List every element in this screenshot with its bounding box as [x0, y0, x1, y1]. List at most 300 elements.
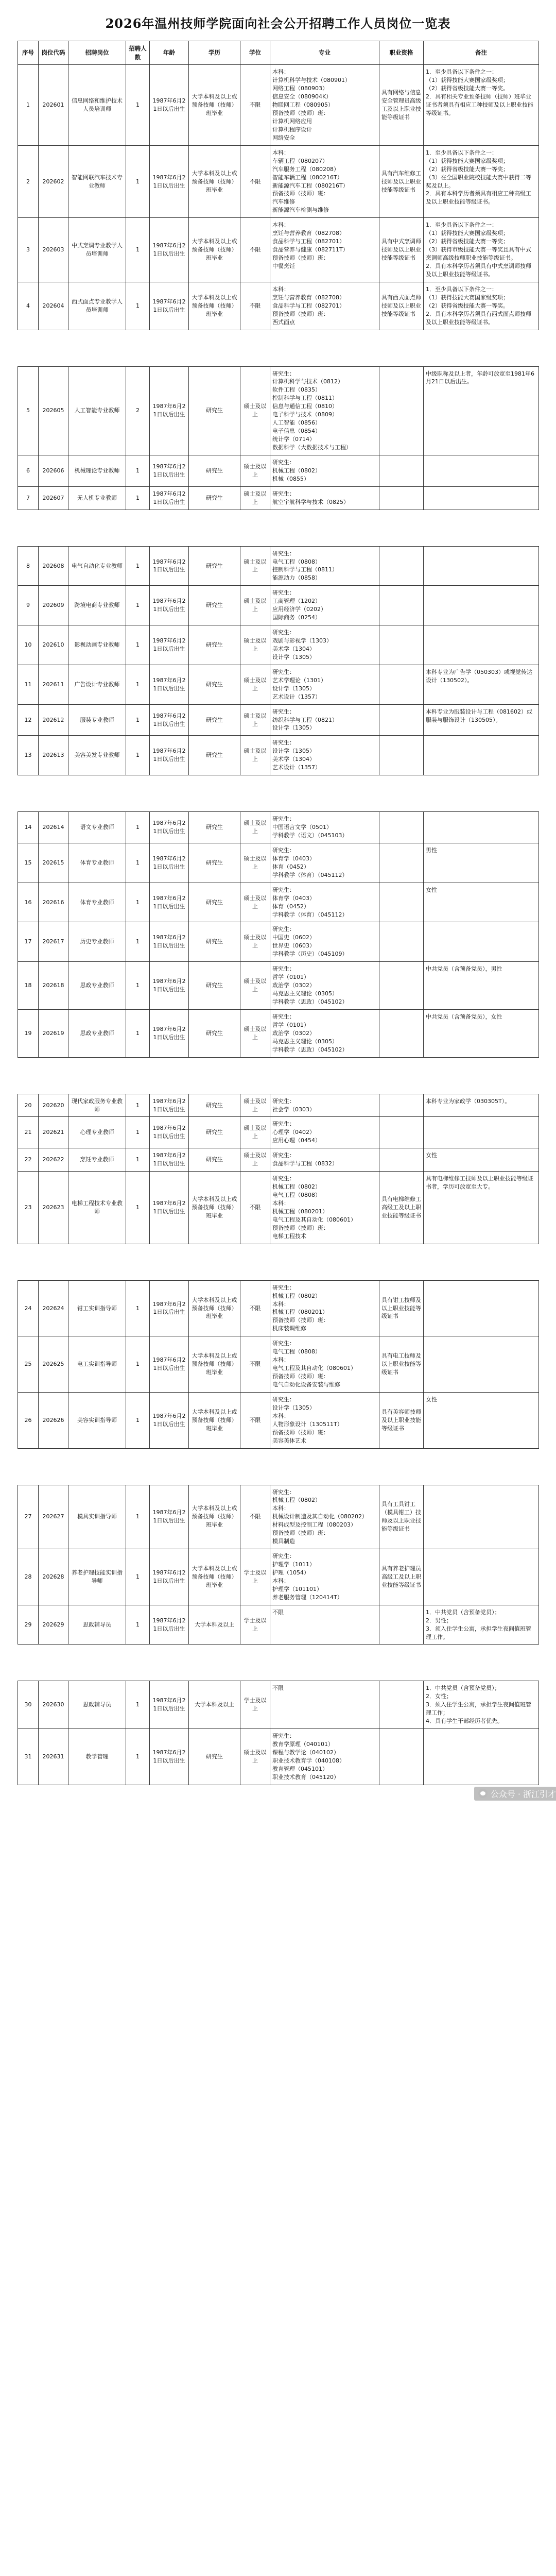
cell-degree: 不限 — [240, 1172, 270, 1244]
cell-major: 研究生： 哲学（0101） 政治学（0302） 马克思主义理论（0305） 学科教学（思政）（045102） — [270, 1009, 379, 1057]
cell-no: 10 — [18, 625, 39, 665]
table-row — [18, 455, 539, 486]
cell-edu: 大学本科及以上或预备技师（技师）班毕业 — [189, 1549, 240, 1605]
cell-cert: 具有网络与信息安全管理员高级工及以上职业技能等级证书 — [379, 65, 424, 145]
cell-no: 27 — [18, 1485, 39, 1549]
cell-edu: 研究生 — [189, 736, 240, 775]
cell-age: 1987年6月21日以后出生 — [150, 736, 189, 775]
cell-code: 202611 — [39, 665, 68, 704]
cell-edu: 研究生 — [189, 843, 240, 883]
cell-edu: 研究生 — [189, 962, 240, 1010]
cell-cert: 具有中式烹调师技师及以上职业技能等级证书 — [379, 218, 424, 282]
cell-no: 16 — [18, 883, 39, 922]
header-edu: 学历 — [189, 41, 240, 65]
table-row — [18, 812, 539, 843]
cell-degree: 硕士及以上 — [240, 962, 270, 1010]
table-row — [18, 843, 539, 883]
cell-count: 2 — [126, 366, 150, 455]
cell-post: 美容实训指导师 — [68, 1392, 126, 1448]
cell-no: 2 — [18, 145, 39, 218]
table-row — [18, 1148, 539, 1172]
cell-code: 202617 — [39, 922, 68, 962]
table-row — [18, 65, 539, 145]
table-row — [18, 922, 539, 962]
cell-code: 202628 — [39, 1549, 68, 1605]
cell-edu: 研究生 — [189, 625, 240, 665]
table-row — [18, 1280, 539, 1336]
table-row — [18, 1729, 539, 1785]
cell-count: 1 — [126, 1094, 150, 1117]
cell-code: 202605 — [39, 366, 68, 455]
cell-major: 研究生： 艺术学理论（1301） 设计学（1305） 艺术设计（1357） — [270, 665, 379, 704]
header-count: 招聘人数 — [126, 41, 150, 65]
table-row — [18, 1094, 539, 1117]
cell-degree: 硕士及以上 — [240, 455, 270, 486]
cell-code: 202602 — [39, 145, 68, 218]
cell-degree: 硕士及以上 — [240, 812, 270, 843]
cell-post: 跨境电商专业教师 — [68, 586, 126, 625]
cell-no: 3 — [18, 218, 39, 282]
cell-cert: 具有西式面点师技师及以上职业技能等级证书 — [379, 282, 424, 330]
cell-major: 不限 — [270, 1681, 379, 1729]
cell-remark: 中级职称及以上者，年龄可放宽至1981年6月21日以后出生。 — [424, 366, 539, 455]
gap-cell — [18, 510, 539, 546]
cell-post: 电工实训指导师 — [68, 1336, 126, 1393]
cell-no: 11 — [18, 665, 39, 704]
cell-edu: 研究生 — [189, 883, 240, 922]
cell-remark: 本科专业为家政学（030305T）。 — [424, 1094, 539, 1117]
cell-no: 24 — [18, 1280, 39, 1336]
cell-major: 研究生： 机械工程（0802） 机械（0855） — [270, 455, 379, 486]
cell-cert: 具有钳工技师及以上职业技能等级证书 — [379, 1280, 424, 1336]
cell-cert — [379, 1094, 424, 1117]
cell-cert — [379, 962, 424, 1010]
cell-cert: 具有电工技师及以上职业技能等级证书 — [379, 1336, 424, 1393]
cell-count: 1 — [126, 1392, 150, 1448]
table-row — [18, 1485, 539, 1549]
cell-count: 1 — [126, 1117, 150, 1148]
gap-cell — [18, 1448, 539, 1485]
cell-count: 1 — [126, 586, 150, 625]
cell-degree: 学士及以上 — [240, 1605, 270, 1645]
cell-degree: 硕士及以上 — [240, 486, 270, 510]
cell-post: 电梯工程技术专业教师 — [68, 1172, 126, 1244]
cell-major: 研究生： 航空宇航科学与技术（0825） — [270, 486, 379, 510]
page-break-gap — [18, 775, 539, 812]
cell-post: 钳工实训指导师 — [68, 1280, 126, 1336]
cell-code: 202608 — [39, 546, 68, 586]
cell-age: 1987年6月21日以后出生 — [150, 546, 189, 586]
cell-code: 202609 — [39, 586, 68, 625]
cell-no: 22 — [18, 1148, 39, 1172]
cell-cert: 具有电梯维修工高级工及以上职业技能等级证书 — [379, 1172, 424, 1244]
table-row — [18, 1549, 539, 1605]
cell-code: 202610 — [39, 625, 68, 665]
table-row — [18, 1392, 539, 1448]
cell-major: 本科： 车辆工程（080207） 汽车服务工程（080208） 智能车辆工程（080216T） 新能源汽车工程（080216T） 预备技师（技师）班： 汽车维修 新能源汽车检测与维修 — [270, 145, 379, 218]
cell-remark: 女性 — [424, 883, 539, 922]
cell-edu: 研究生 — [189, 546, 240, 586]
page-break-gap — [18, 1057, 539, 1094]
table-row — [18, 366, 539, 455]
cell-remark — [424, 486, 539, 510]
cell-age: 1987年6月21日以后出生 — [150, 704, 189, 736]
cell-remark — [424, 586, 539, 625]
cell-no: 13 — [18, 736, 39, 775]
cell-no: 20 — [18, 1094, 39, 1117]
cell-major: 研究生： 电气工程（0808） 控制科学与工程（0811） 能源动力（0858） — [270, 546, 379, 586]
cell-major: 研究生： 教育学原理（040101） 课程与教学论（040102） 职业技术教育学（040108） 教育管理（045101） 职业技术教育（045120） — [270, 1729, 379, 1785]
cell-major: 研究生： 中国语言文学（0501） 学科教学（语文）（045103） — [270, 812, 379, 843]
cell-count: 1 — [126, 1729, 150, 1785]
cell-post: 模具实训指导师 — [68, 1485, 126, 1549]
wechat-icon — [478, 1789, 488, 1798]
cell-age: 1987年6月21日以后出生 — [150, 1336, 189, 1393]
cell-age: 1987年6月21日以后出生 — [150, 1392, 189, 1448]
cell-remark — [424, 1549, 539, 1605]
cell-cert — [379, 665, 424, 704]
cell-age: 1987年6月21日以后出生 — [150, 922, 189, 962]
cell-code: 202603 — [39, 218, 68, 282]
cell-edu: 大学本科及以上或预备技师（技师）班毕业 — [189, 282, 240, 330]
cell-major: 研究生： 设计学（1305） 美术学（1304） 艺术设计（1357） — [270, 736, 379, 775]
cell-degree: 不限 — [240, 1485, 270, 1549]
cell-edu: 研究生 — [189, 455, 240, 486]
table-row — [18, 586, 539, 625]
cell-major: 研究生： 中国史（0602） 世界史（0603） 学科教学（历史）（045109） — [270, 922, 379, 962]
cell-edu: 大学本科及以上 — [189, 1605, 240, 1645]
cell-age: 1987年6月21日以后出生 — [150, 1681, 189, 1729]
cell-count: 1 — [126, 736, 150, 775]
cell-age: 1987年6月21日以后出生 — [150, 282, 189, 330]
cell-post: 思政专业教师 — [68, 962, 126, 1010]
cell-age: 1987年6月21日以后出生 — [150, 1605, 189, 1645]
cell-count: 1 — [126, 1681, 150, 1729]
cell-cert — [379, 455, 424, 486]
cell-cert: 具有养老护理员高级工及以上职业技能等级证书 — [379, 1549, 424, 1605]
table-header-row — [18, 41, 539, 65]
cell-age: 1987年6月21日以后出生 — [150, 455, 189, 486]
cell-post: 教学管理 — [68, 1729, 126, 1785]
cell-age: 1987年6月21日以后出生 — [150, 665, 189, 704]
table-row — [18, 1009, 539, 1057]
cell-degree: 硕士及以上 — [240, 586, 270, 625]
gap-cell — [18, 775, 539, 812]
cell-edu: 大学本科及以上或预备技师（技师）班毕业 — [189, 1485, 240, 1549]
cell-age: 1987年6月21日以后出生 — [150, 1729, 189, 1785]
cell-degree: 硕士及以上 — [240, 922, 270, 962]
cell-count: 1 — [126, 1148, 150, 1172]
cell-edu: 研究生 — [189, 704, 240, 736]
cell-degree: 硕士及以上 — [240, 736, 270, 775]
cell-remark: 具有电梯维修工技师及以上职业技能等级证书者，学历可放宽至大专。 — [424, 1172, 539, 1244]
cell-code: 202622 — [39, 1148, 68, 1172]
cell-code: 202604 — [39, 282, 68, 330]
cell-remark: 1．至少具备以下条件之一： （1）获得技能大赛国家级奖项； （2）获得省级技能大赛一等奖。 2．具有相关专业预备技师（技师）班毕业证书者须具有相应工种技师及以上职业技能等级证书。 — [424, 65, 539, 145]
cell-remark: 1．中共党员（含预备党员）； 2．女性； 3．须入住学生公寓，承担学生夜间值班管理工作； 4．具有学生干部经历者优先。 — [424, 1681, 539, 1729]
cell-count: 1 — [126, 1605, 150, 1645]
cell-cert — [379, 366, 424, 455]
cell-remark — [424, 1729, 539, 1785]
cell-cert — [379, 1729, 424, 1785]
cell-cert — [379, 486, 424, 510]
cell-post: 思政专业教师 — [68, 1009, 126, 1057]
cell-cert — [379, 812, 424, 843]
cell-degree: 硕士及以上 — [240, 1729, 270, 1785]
wechat-brand — [474, 1787, 556, 1801]
cell-degree: 学士及以上 — [240, 1681, 270, 1729]
table-row — [18, 736, 539, 775]
cell-post: 影视动画专业教师 — [68, 625, 126, 665]
cell-code: 202618 — [39, 962, 68, 1010]
table-row — [18, 282, 539, 330]
cell-post: 中式烹调专业教学人员培训师 — [68, 218, 126, 282]
cell-degree: 硕士及以上 — [240, 366, 270, 455]
cell-age: 1987年6月21日以后出生 — [150, 366, 189, 455]
cell-degree: 不限 — [240, 1336, 270, 1393]
cell-remark — [424, 812, 539, 843]
cell-no: 23 — [18, 1172, 39, 1244]
cell-remark: 中共党员（含预备党员），男性 — [424, 962, 539, 1010]
cell-remark — [424, 1280, 539, 1336]
cell-code: 202625 — [39, 1336, 68, 1393]
cell-major: 研究生： 电气工程（0808） 本科： 电气工程及其自动化（080601） 预备技师（技师）班： 电气自动化设备安装与维修 — [270, 1336, 379, 1393]
cell-post: 人工智能专业教师 — [68, 366, 126, 455]
cell-major: 研究生： 食品科学与工程（0832） — [270, 1148, 379, 1172]
header-major: 专业 — [270, 41, 379, 65]
cell-count: 1 — [126, 1009, 150, 1057]
cell-major: 不限 — [270, 1605, 379, 1645]
cell-edu: 研究生 — [189, 665, 240, 704]
header-code: 岗位代码 — [39, 41, 68, 65]
cell-remark — [424, 546, 539, 586]
cell-major: 研究生： 体育学（0403） 体育（0452） 学科教学（体育）（045112） — [270, 843, 379, 883]
cell-edu: 研究生 — [189, 1094, 240, 1117]
cell-age: 1987年6月21日以后出生 — [150, 883, 189, 922]
cell-count: 1 — [126, 1280, 150, 1336]
cell-remark: 1．至少具备以下条件之一： （1）获得技能大赛国家级奖项； （2）获得省级技能大赛一等奖； （3）获得市级技能大赛一等奖且具有中式烹调师高级技师职业技能等级证书。 2．具有本科学历者须具有中式烹调师技师及以上职业技能等级证书。 — [424, 218, 539, 282]
cell-age: 1987年6月21日以后出生 — [150, 1094, 189, 1117]
cell-major: 研究生： 社会学（0303） — [270, 1094, 379, 1117]
page-break-gap — [18, 1448, 539, 1485]
cell-age: 1987年6月21日以后出生 — [150, 1280, 189, 1336]
cell-major: 研究生： 计算机科学与技术（0812） 软件工程（0835） 控制科学与工程（0811） 信息与通信工程（0810） 电子科学与技术（0809） 人工智能（0856） 电子信息（0854） 统计学（0714） 数据科学（大数据技术与工程） — [270, 366, 379, 455]
cell-count: 1 — [126, 665, 150, 704]
cell-cert — [379, 546, 424, 586]
cell-remark: 本科专业为服装设计与工程（081602）或服装与服饰设计（130505）。 — [424, 704, 539, 736]
header-remark: 备注 — [424, 41, 539, 65]
cell-remark — [424, 736, 539, 775]
cell-code: 202627 — [39, 1485, 68, 1549]
cell-no: 4 — [18, 282, 39, 330]
cell-no: 6 — [18, 455, 39, 486]
table-row — [18, 546, 539, 586]
cell-remark — [424, 922, 539, 962]
cell-edu: 大学本科及以上或预备技师（技师）班毕业 — [189, 65, 240, 145]
cell-age: 1987年6月21日以后出生 — [150, 218, 189, 282]
cell-count: 1 — [126, 962, 150, 1010]
cell-count: 1 — [126, 625, 150, 665]
cell-major: 本科： 计算机科学与技术（080901） 网络工程（080903） 信息安全（080904K） 物联网工程（080905） 预备技师（技师）班： 计算机网络应用 计算机程序设计 网络安全 — [270, 65, 379, 145]
cell-edu: 研究生 — [189, 812, 240, 843]
cell-no: 26 — [18, 1392, 39, 1448]
cell-cert — [379, 586, 424, 625]
cell-cert — [379, 625, 424, 665]
cell-degree: 不限 — [240, 1280, 270, 1336]
cell-remark: 中共党员（含预备党员），女性 — [424, 1009, 539, 1057]
cell-major: 本科： 烹饪与营养教育（082708） 食品科学与工程（082701） 预备技师（技师）班： 西式面点 — [270, 282, 379, 330]
cell-code: 202612 — [39, 704, 68, 736]
cell-edu: 大学本科及以上或预备技师（技师）班毕业 — [189, 218, 240, 282]
table-row — [18, 486, 539, 510]
cell-no: 17 — [18, 922, 39, 962]
cell-no: 12 — [18, 704, 39, 736]
cell-remark: 1．至少具备以下条件之一： （1）获得技能大赛国家级奖项； （2）获得省级技能大赛一等奖； （3）在全国职业院校技能大赛中获得二等奖及以上。 2．具有本科学历者须具有相应工种高级工及以上职业技能等级证书。 — [424, 145, 539, 218]
cell-no: 21 — [18, 1117, 39, 1148]
cell-degree: 学士及以上 — [240, 1549, 270, 1605]
cell-age: 1987年6月21日以后出生 — [150, 1485, 189, 1549]
cell-edu: 大学本科及以上或预备技师（技师）班毕业 — [189, 1336, 240, 1393]
cell-edu: 大学本科及以上或预备技师（技师）班毕业 — [189, 1392, 240, 1448]
cell-post: 现代家政服务专业教师 — [68, 1094, 126, 1117]
cell-post: 体育专业教师 — [68, 843, 126, 883]
cell-code: 202619 — [39, 1009, 68, 1057]
cell-degree: 硕士及以上 — [240, 1009, 270, 1057]
cell-cert — [379, 704, 424, 736]
cell-edu: 研究生 — [189, 486, 240, 510]
cell-code: 202629 — [39, 1605, 68, 1645]
cell-no: 15 — [18, 843, 39, 883]
cell-cert — [379, 1117, 424, 1148]
cell-age: 1987年6月21日以后出生 — [150, 625, 189, 665]
cell-code: 202624 — [39, 1280, 68, 1336]
cell-code: 202630 — [39, 1681, 68, 1729]
cell-major: 研究生： 心理学（0402） 应用心理（0454） — [270, 1117, 379, 1148]
cell-no: 8 — [18, 546, 39, 586]
cell-count: 1 — [126, 704, 150, 736]
cell-cert: 具有汽车维修工技师及以上职业技能等级证书 — [379, 145, 424, 218]
table-row — [18, 665, 539, 704]
cell-degree: 硕士及以上 — [240, 625, 270, 665]
cell-cert: 具有工具钳工（模具钳工）技师及以上职业技能等级证书 — [379, 1485, 424, 1549]
table-row — [18, 1605, 539, 1645]
cell-code: 202620 — [39, 1094, 68, 1117]
cell-edu: 研究生 — [189, 366, 240, 455]
header-post: 招聘岗位 — [68, 41, 126, 65]
cell-code: 202613 — [39, 736, 68, 775]
cell-no: 28 — [18, 1549, 39, 1605]
table-row — [18, 218, 539, 282]
cell-count: 1 — [126, 546, 150, 586]
cell-degree: 硕士及以上 — [240, 883, 270, 922]
cell-degree: 硕士及以上 — [240, 704, 270, 736]
header-cert: 职业资格 — [379, 41, 424, 65]
cell-age: 1987年6月21日以后出生 — [150, 962, 189, 1010]
cell-edu: 大学本科及以上 — [189, 1681, 240, 1729]
cell-cert — [379, 1009, 424, 1057]
cell-cert — [379, 922, 424, 962]
page-break-gap — [18, 330, 539, 366]
cell-no: 25 — [18, 1336, 39, 1393]
cell-edu: 研究生 — [189, 1009, 240, 1057]
footer — [18, 1785, 556, 1803]
cell-remark: 1．至少具备以下条件之一： （1）获得技能大赛国家级奖项； （2）获得省级技能大赛一等奖。 2．具有本科学历者须具有西式面点师技师及以上职业技能等级证书。 — [424, 282, 539, 330]
cell-post: 思政辅导员 — [68, 1605, 126, 1645]
cell-major: 本科： 烹饪与营养教育（082708） 食品科学与工程（082701） 食品营养与健康（082711T） 预备技师（技师）班： 中餐烹饪 — [270, 218, 379, 282]
cell-post: 美容美发专业教师 — [68, 736, 126, 775]
cell-edu: 大学本科及以上或预备技师（技师）班毕业 — [189, 1280, 240, 1336]
cell-age: 1987年6月21日以后出生 — [150, 1172, 189, 1244]
gap-cell — [18, 1057, 539, 1094]
cell-degree: 硕士及以上 — [240, 1148, 270, 1172]
cell-post: 养老护理技能实训指导师 — [68, 1549, 126, 1605]
cell-remark: 1．中共党员（含预备党员）； 2．男性； 3．须入住学生公寓，承担学生夜间值班管理工作。 — [424, 1605, 539, 1645]
cell-degree: 不限 — [240, 218, 270, 282]
cell-major: 研究生： 护理学（1011） 护理（1054） 本科： 护理学（101101） 养老服务管理（120414T） — [270, 1549, 379, 1605]
cell-code: 202616 — [39, 883, 68, 922]
gap-cell — [18, 1645, 539, 1681]
cell-major: 研究生： 机械工程（0802） 本科： 机械工程（080201） 预备技师（技师）班： 机床装调维修 — [270, 1280, 379, 1336]
gap-cell — [18, 1244, 539, 1280]
cell-count: 1 — [126, 486, 150, 510]
page-title: 2026年温州技师学院面向社会公开招聘工作人员岗位一览表 — [105, 16, 451, 31]
cell-major: 研究生： 哲学（0101） 政治学（0302） 马克思主义理论（0305） 学科教学（思政）（045102） — [270, 962, 379, 1010]
cell-age: 1987年6月21日以后出生 — [150, 145, 189, 218]
table-row — [18, 962, 539, 1010]
cell-code: 202615 — [39, 843, 68, 883]
cell-count: 1 — [126, 1549, 150, 1605]
cell-no: 29 — [18, 1605, 39, 1645]
cell-edu: 研究生 — [189, 1148, 240, 1172]
cell-remark — [424, 455, 539, 486]
cell-cert: 具有美容师技师及以上职业技能等级证书 — [379, 1392, 424, 1448]
brand-text: 公众号 · 浙江引才 — [490, 1789, 556, 1799]
header-age: 年龄 — [150, 41, 189, 65]
cell-code: 202614 — [39, 812, 68, 843]
table-row — [18, 883, 539, 922]
table-row — [18, 1172, 539, 1244]
cell-edu: 大学本科及以上或预备技师（技师）班毕业 — [189, 1172, 240, 1244]
cell-no: 7 — [18, 486, 39, 510]
header-degree: 学位 — [240, 41, 270, 65]
header-no: 序号 — [18, 41, 39, 65]
cell-count: 1 — [126, 145, 150, 218]
cell-count: 1 — [126, 883, 150, 922]
cell-remark: 男性 — [424, 843, 539, 883]
cell-age: 1987年6月21日以后出生 — [150, 586, 189, 625]
cell-code: 202601 — [39, 65, 68, 145]
cell-remark — [424, 1117, 539, 1148]
cell-no: 1 — [18, 65, 39, 145]
table-row — [18, 1336, 539, 1393]
cell-edu: 研究生 — [189, 922, 240, 962]
cell-edu: 研究生 — [189, 1117, 240, 1148]
cell-code: 202626 — [39, 1392, 68, 1448]
cell-post: 西式面点专业教学人员培训师 — [68, 282, 126, 330]
cell-post: 电气自动化专业教师 — [68, 546, 126, 586]
cell-major: 研究生： 机械工程（0802） 本科： 机械设计制造及其自动化（080202） 材料成型及控制工程（080203） 预备技师（技师）班： 模具制造 — [270, 1485, 379, 1549]
cell-age: 1987年6月21日以后出生 — [150, 812, 189, 843]
cell-post: 无人机专业教师 — [68, 486, 126, 510]
page-break-gap — [18, 510, 539, 546]
cell-post: 广告设计专业教师 — [68, 665, 126, 704]
cell-degree: 硕士及以上 — [240, 665, 270, 704]
cell-degree: 硕士及以上 — [240, 546, 270, 586]
cell-degree: 硕士及以上 — [240, 843, 270, 883]
table-row — [18, 625, 539, 665]
table-row — [18, 145, 539, 218]
cell-age: 1987年6月21日以后出生 — [150, 65, 189, 145]
